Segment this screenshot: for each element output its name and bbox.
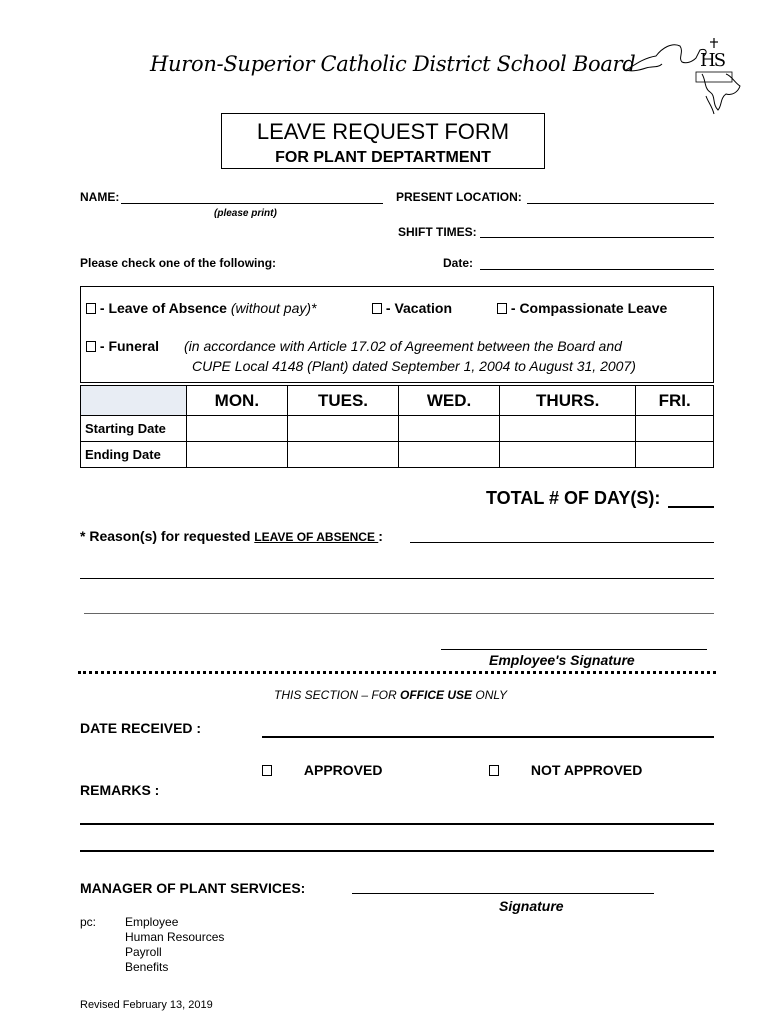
present-location-label: PRESENT LOCATION: (396, 190, 522, 204)
funeral-note-line-1: (in accordance with Article 17.02 of Agreement between the Board and (184, 338, 622, 354)
board-name: Huron-Superior Catholic District School Board (150, 52, 636, 76)
funeral-checkbox[interactable] (86, 341, 96, 352)
name-hint: (please print) (214, 208, 277, 219)
remarks-line-1[interactable] (80, 823, 714, 825)
vacation-option[interactable] (372, 300, 452, 316)
leave-of-absence-option[interactable] (86, 300, 316, 316)
list-item: Benefits (125, 960, 169, 974)
reason-prefix: * Reason(s) for requested (80, 528, 255, 544)
approved-checkbox[interactable] (262, 765, 272, 776)
compassionate-label: - Compassionate Leave (510, 300, 668, 316)
table-row (81, 442, 714, 468)
starting-date-thurs-cell[interactable] (499, 416, 635, 442)
office-section-post: ONLY (472, 688, 507, 702)
present-location-field[interactable] (527, 203, 714, 204)
starting-date-label: Starting Date (81, 416, 187, 442)
day-header-tues: TUES. (287, 386, 398, 416)
pc-recipients (125, 915, 224, 975)
day-header-mon: MON. (187, 386, 288, 416)
compassionate-option[interactable] (497, 300, 667, 316)
name-field[interactable] (121, 203, 383, 204)
compassionate-checkbox[interactable] (497, 303, 507, 314)
list-item: Employee (125, 915, 179, 929)
total-days-field[interactable] (668, 506, 714, 508)
form-subtitle: FOR PLANT DEPTARTMENT (275, 149, 491, 166)
shift-times-label: SHIFT TIMES: (398, 225, 477, 239)
starting-date-tues-cell[interactable] (287, 416, 398, 442)
day-header-thurs: THURS. (499, 386, 635, 416)
manager-label: MANAGER OF PLANT SERVICES: (80, 880, 306, 896)
ending-date-label: Ending Date (81, 442, 187, 468)
ending-date-tues-cell[interactable] (287, 442, 398, 468)
not-approved-option[interactable] (489, 762, 642, 778)
list-item: Payroll (125, 945, 162, 959)
manager-signature-line[interactable] (352, 893, 654, 894)
leave-of-absence-checkbox[interactable] (86, 303, 96, 314)
funeral-option[interactable] (86, 338, 159, 354)
title-box (221, 113, 545, 169)
manager-signature-label: Signature (499, 898, 564, 914)
reason-line-1[interactable] (410, 542, 714, 543)
date-label: Date: (443, 256, 474, 270)
vacation-checkbox[interactable] (372, 303, 382, 314)
not-approved-checkbox[interactable] (489, 765, 499, 776)
date-received-field[interactable] (262, 736, 714, 738)
reason-label (80, 528, 383, 544)
revised-date: Revised February 13, 2019 (80, 999, 213, 1011)
starting-date-fri-cell[interactable] (636, 416, 714, 442)
ending-date-fri-cell[interactable] (636, 442, 714, 468)
remarks-label: REMARKS : (80, 782, 160, 798)
reason-underlined: LEAVE OF ABSENCE (254, 530, 379, 544)
board-logo (622, 34, 744, 118)
ending-date-mon-cell[interactable] (187, 442, 288, 468)
day-header-wed: WED. (399, 386, 500, 416)
funeral-note-line-2: CUPE Local 4148 (Plant) dated September 1, 2004 to August 31, 2007) (192, 358, 636, 374)
check-instruction: Please check one of the following: (80, 256, 277, 270)
leave-of-absence-label: - Leave of Absence (99, 300, 231, 316)
ending-date-wed-cell[interactable] (399, 442, 500, 468)
day-header-fri: FRI. (636, 386, 714, 416)
employee-signature-line[interactable] (441, 649, 707, 650)
funeral-label: - Funeral (99, 338, 160, 354)
office-section-title (274, 688, 507, 702)
schedule-corner-cell (81, 386, 187, 416)
not-approved-label: NOT APPROVED (530, 762, 643, 778)
form-title: LEAVE REQUEST FORM (256, 119, 510, 144)
starting-date-mon-cell[interactable] (187, 416, 288, 442)
reason-line-3[interactable] (84, 613, 714, 614)
reason-line-2[interactable] (80, 578, 714, 579)
office-section-pre: THIS SECTION – FOR (274, 688, 401, 702)
approved-option[interactable] (262, 762, 382, 778)
leave-of-absence-note: (without pay)* (230, 300, 317, 316)
pc-label: pc: (80, 915, 97, 929)
vacation-label: - Vacation (385, 300, 453, 316)
approved-label: APPROVED (303, 762, 383, 778)
ending-date-thurs-cell[interactable] (499, 442, 635, 468)
list-item: Human Resources (125, 930, 225, 944)
total-days-label: TOTAL # OF DAY(S): (486, 488, 661, 508)
reason-suffix: : (378, 528, 383, 544)
employee-signature-label: Employee's Signature (489, 652, 635, 668)
name-label: NAME: (80, 190, 120, 204)
shift-times-field[interactable] (480, 237, 714, 238)
office-separator (78, 671, 716, 674)
logo-letters: HS (700, 50, 725, 71)
schedule-header-row (81, 386, 714, 416)
table-row (81, 416, 714, 442)
remarks-line-2[interactable] (80, 850, 714, 852)
date-field[interactable] (480, 269, 714, 270)
schedule-table (80, 385, 714, 468)
starting-date-wed-cell[interactable] (399, 416, 500, 442)
office-section-bold: OFFICE USE (400, 688, 473, 702)
date-received-label: DATE RECEIVED : (80, 720, 202, 736)
